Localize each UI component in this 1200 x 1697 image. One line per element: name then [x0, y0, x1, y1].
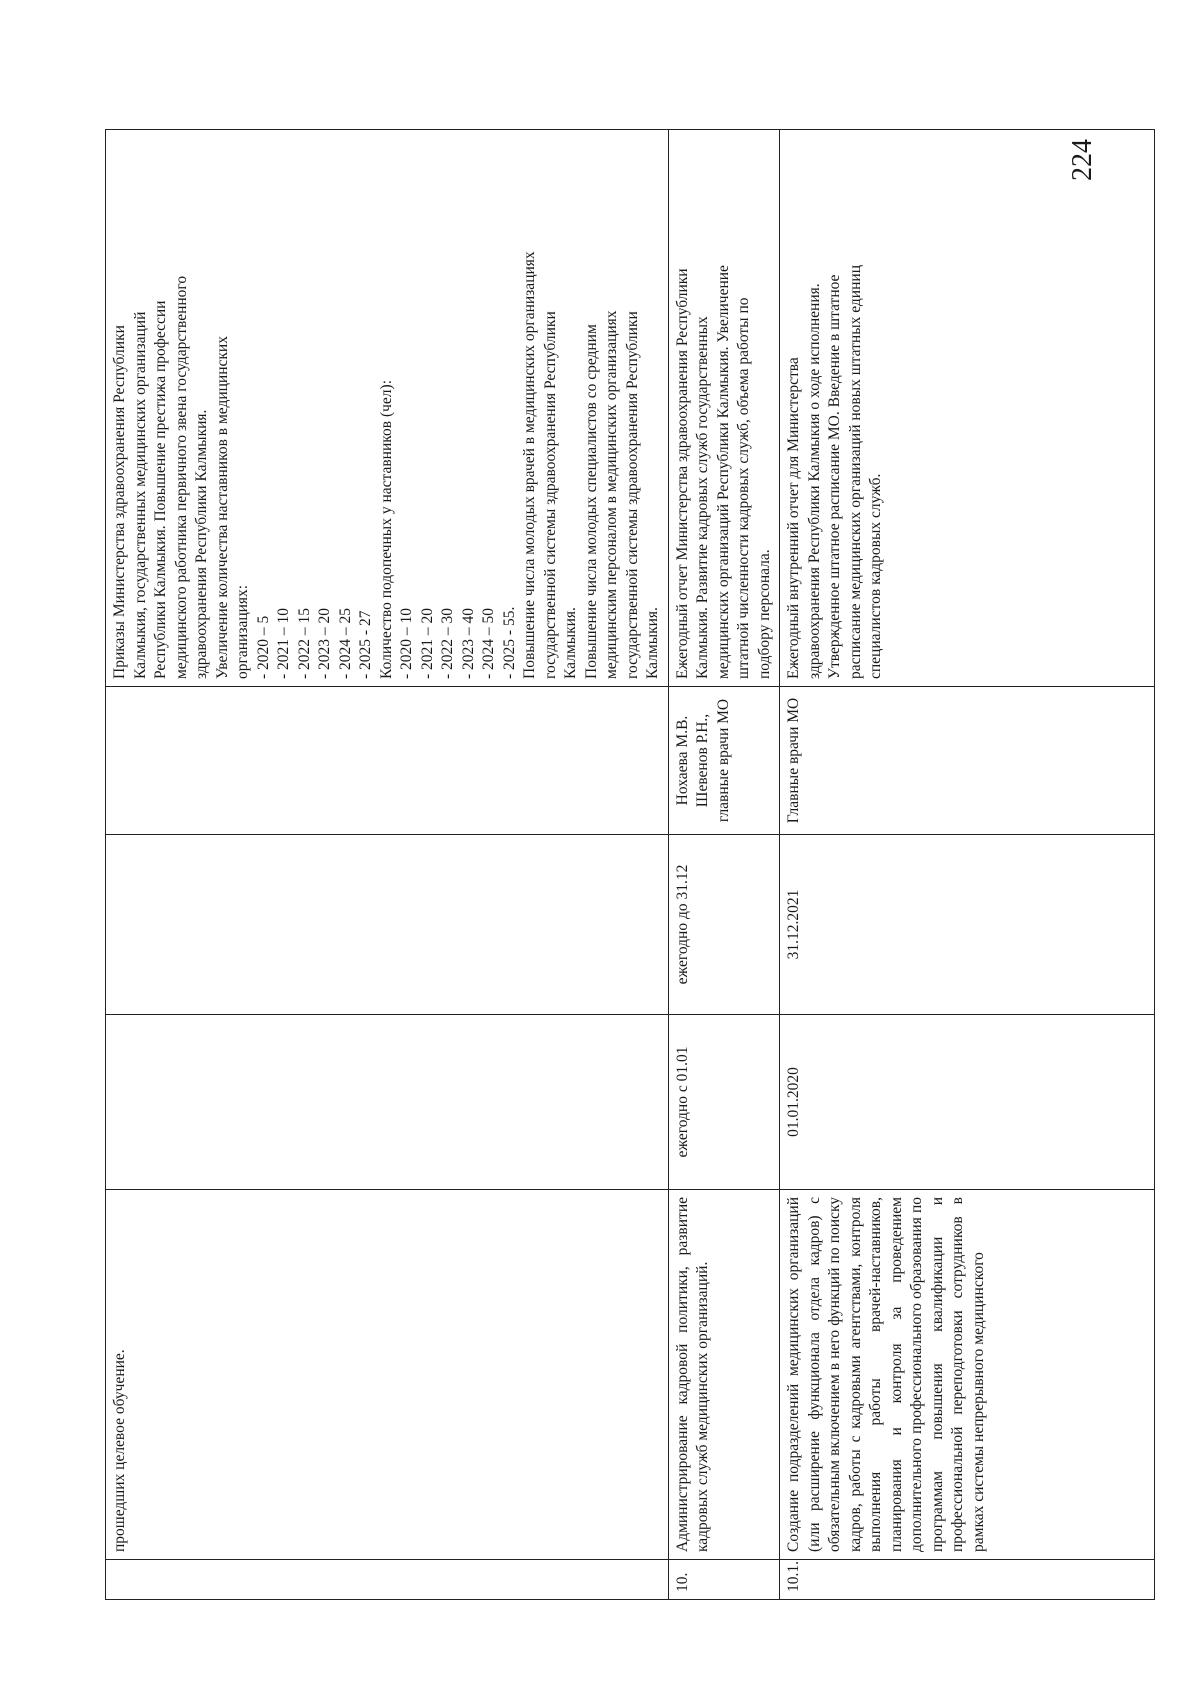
result-line: - 2025 - 27 — [357, 610, 374, 679]
result-line: Количество подопечных у наставников (чел): — [377, 379, 395, 679]
result-line: подбору персонала. — [755, 549, 773, 679]
result-line: - 2023 – 20 — [316, 607, 333, 679]
result-line: медицинских организаций Республики Калмыкия. Увеличение — [714, 265, 732, 679]
result-line: Увеличение количества наставников в медицинских — [213, 336, 231, 679]
result-line: государственной системы здравоохранения Республики — [623, 311, 641, 679]
result-line: Приказы Министерства здравоохранения Республики — [111, 325, 128, 679]
activity-cell: Администрирование кадровой политики, развитие кадровых служб медицинских организаций. — [668, 1190, 780, 1560]
result-line: расписание медицинских организаций новых штатных единиц — [846, 265, 864, 679]
result-line: Утвержденное штатное расписание МО. Введение в штатное — [826, 274, 843, 679]
result-cell — [668, 130, 780, 687]
result-cell — [780, 130, 1155, 687]
result-line: - 2023 – 40 — [459, 607, 477, 679]
result-line: - 2021 – 20 — [418, 607, 436, 679]
rotated-page — [105, 130, 1155, 1600]
result-line: медицинского работника первичного звена государственного — [172, 275, 190, 679]
result-line: здравоохранения Республики Калмыкия о ходе исполнения. — [805, 283, 823, 679]
result-line: - 2022 – 30 — [439, 607, 456, 679]
result-line: - 2021 – 10 — [275, 607, 292, 679]
result-line: Повышение числа молодых специалистов со средним — [582, 324, 600, 679]
result-line: государственной системы здравоохранения Республики — [541, 311, 559, 679]
row-number-cell: 10.1. — [780, 1560, 1155, 1600]
result-line: - 2020 – 10 — [398, 607, 415, 679]
result-line: медицинским персоналом в медицинских организациях — [603, 310, 620, 679]
row-number-cell: 10. — [668, 1560, 780, 1600]
result-line: - 2024 – 25 — [336, 607, 354, 679]
responsible-cell — [106, 687, 669, 835]
table-row — [780, 130, 1155, 1600]
result-line: - 2024 – 50 — [480, 607, 497, 679]
start-date-cell: 01.01.2020 — [780, 1015, 1155, 1190]
start-date-cell: ежегодно с 01.01 — [668, 1015, 780, 1190]
result-line: Ежегодный отчет Министерства здравоохранения Республики — [673, 268, 691, 679]
result-line: - 2022 – 15 — [295, 607, 313, 679]
result-line: Повышение числа молодых врачей в медицинских организациях — [521, 251, 538, 679]
activity-cell: Создание подразделений медицинских организаций (или расширение функционала отдела кадров) с обязательным включением в него функций по поиску кадров, работы с кадровыми агентствами, контроля выполнения работы врачей-наставников, планирования и контроля за проведением дополнительного профессионального образования по программам повышения квалификации и профессиональной переподготовки сотрудников в рамках системы непрерывного медицинского — [780, 1190, 1155, 1560]
result-line: здравоохранения Республики Калмыкия. — [193, 409, 210, 679]
result-line: Калмыкия. Развитие кадровых служб государственных — [694, 316, 711, 679]
result-line: Калмыкия. — [562, 607, 579, 679]
activity-cell: прошедших целевое обучение. — [106, 1190, 669, 1560]
plan-table — [105, 129, 1155, 1600]
table-row — [668, 130, 780, 1600]
row-number-cell — [106, 1560, 669, 1600]
result-line: - 2025 - 55. — [500, 606, 518, 679]
table-row — [106, 130, 669, 1600]
result-line: Республики Калмыкия. Повышение престижа профессии — [152, 300, 169, 679]
result-line: штатной численности кадровых служб, объема работы по — [735, 297, 752, 679]
responsible-cell: Нохаева М.В. Шевенов Р.Н., главные врачи МО — [668, 687, 780, 835]
result-line: Ежегодный внутренний отчет для Министерства — [785, 357, 802, 679]
start-date-cell — [106, 1015, 669, 1190]
result-line: - 2020 – 5 — [254, 615, 272, 679]
end-date-cell: 31.12.2021 — [780, 835, 1155, 1015]
result-line: Калмыкия. — [644, 607, 661, 679]
end-date-cell — [106, 835, 669, 1015]
result-cell — [106, 130, 669, 687]
responsible-cell: Главные врачи МО — [780, 687, 1155, 835]
result-line: специалистов кадровых служб. — [867, 473, 884, 679]
result-line: организациях: — [234, 584, 251, 679]
end-date-cell: ежегодно до 31.12 — [668, 835, 780, 1015]
page-number: 224 — [1067, 139, 1098, 181]
result-line: Калмыкия, государственных медицинских организаций — [131, 311, 149, 679]
